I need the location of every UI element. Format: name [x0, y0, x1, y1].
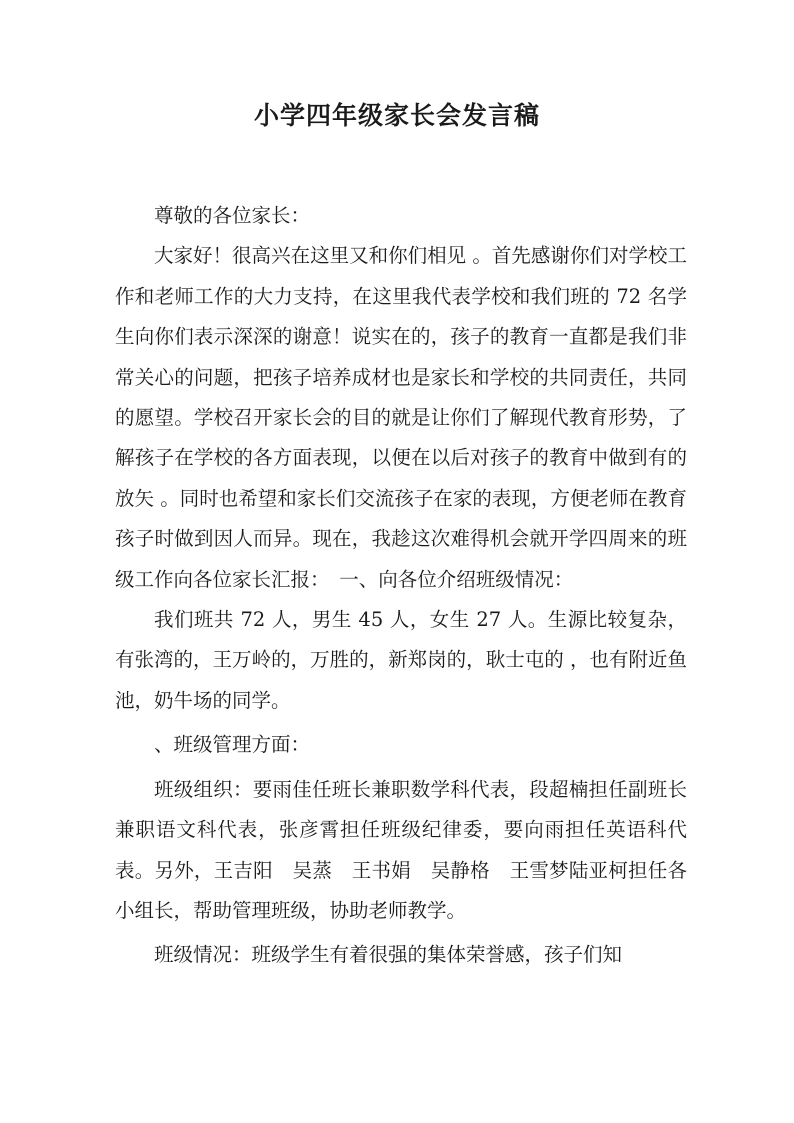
paragraph-class-situation: 班级情况：班级学生有着很强的集体荣誉感，孩子们知	[154, 943, 623, 967]
document-title: 小学四年级家长会发言稿	[253, 101, 540, 130]
paragraph-class-management-heading: 、班级管理方面：	[154, 733, 311, 757]
document-body	[115, 196, 687, 976]
paragraph-intro: 大家好！很高兴在这里又和你们相见 。首先感谢你们对学校工作和老师工作的大力支持，在这里我代表学校和我们班的 72 名学生向你们表示深深的谢意！说实在的，孩子的教育一直都是我们非常关心的问题，把孩子培养成材也是家长和学校的共同责任，共同的愿望。学校召开家长会的目的就是让你们了解现代教育形势，了解孩子在学校的各方面表现，以便在以后对孩子的教育中做到有的放矢 。同时也希望和家长们交流孩子在家的表现，方便老师在教育孩子时做到因人而异。现在，我趁这次难得机会就开学四周来的班级工作向各位家长汇报： 一、向各位介绍班级情况：	[115, 244, 687, 591]
paragraph-greeting: 尊敬的各位家长：	[154, 204, 311, 227]
paragraph-class-organization: 班级组织：要雨佳任班长兼职数学科代表，段超楠担任副班长兼职语文科代表，张彦霄担任班级纪律委，要向雨担任英语科代表。另外，王吉阳 吴蒸 王书娟 吴静格 王雪梦陆亚柯担任各小组长，帮助管理班级，协助老师教学。	[115, 777, 687, 922]
paragraph-class-info: 我们班共 72 人，男生 45 人，女生 27 人。生源比较复杂，有张湾的，王万岭的，万胜的，新郑岗的，耿士屯的 ，也有附近鱼池，奶牛场的同学。	[115, 608, 687, 712]
